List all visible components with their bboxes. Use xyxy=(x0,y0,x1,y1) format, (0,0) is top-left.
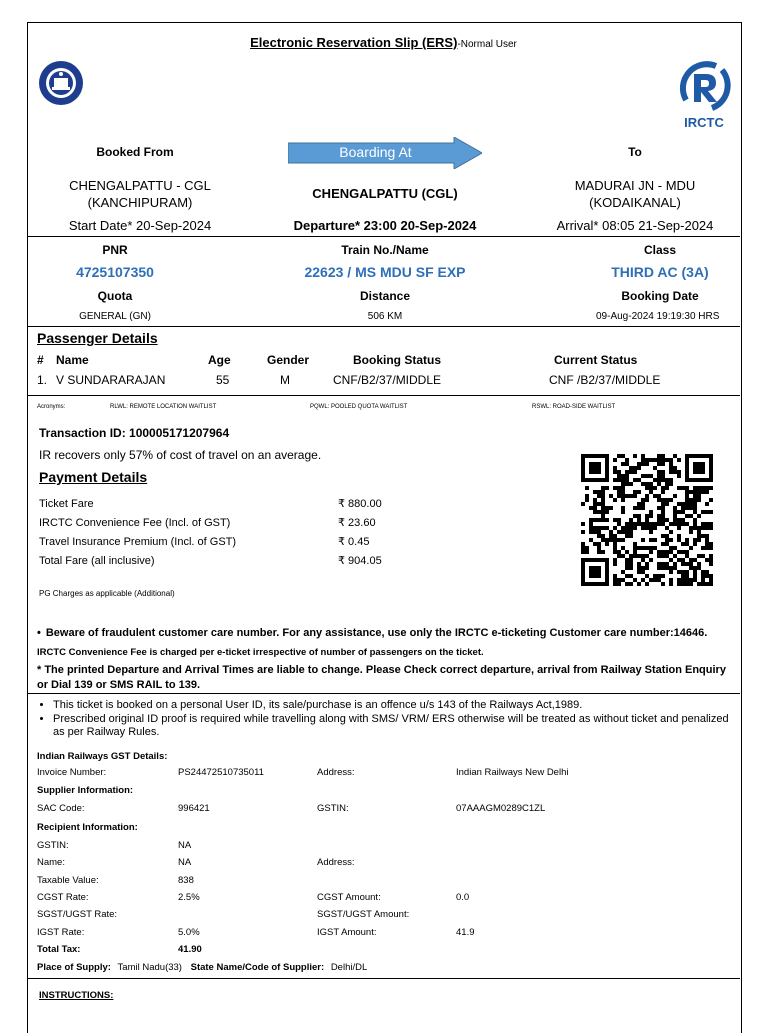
total-tax-value: 41.90 xyxy=(178,944,202,955)
fraud-notice: • Beware of fraudulent customer care number. For any assistance, use only the IRCTC e-ticketing Customer care number:14646. xyxy=(37,627,708,639)
payment-details-title: Payment Details xyxy=(39,469,148,485)
supplier-state-label: State Name/Code of Supplier: xyxy=(190,962,325,973)
total-tax-label: Total Tax: xyxy=(37,944,81,955)
id-proof-notice: • Prescribed original ID proof is required while travelling along with SMS/ VRM/ ERS otherwise will be treated as without ticket and penalized as per Railway Rules. xyxy=(53,713,737,740)
insurance-label: Travel Insurance Premium (Incl. of GST) xyxy=(39,536,237,548)
passenger-booking-status: CNF/B2/37/MIDDLE xyxy=(333,373,442,387)
col-header-age: Age xyxy=(208,353,231,367)
taxable-value-label: Taxable Value: xyxy=(37,875,99,886)
to-station-district: (KODAIKANAL) xyxy=(589,195,681,210)
recipient-title: Recipient Information: xyxy=(37,822,138,833)
convenience-fee-value: ₹ 23.60 xyxy=(338,517,376,529)
sgst-amount-label: SGST/UGST Amount: xyxy=(317,909,410,920)
fraud-notice-text: Beware of fraudulent customer care number. For any assistance, use only the IRCTC e-ticketing Customer care number:14646. xyxy=(45,627,708,639)
boarding-at-label: Boarding At xyxy=(339,144,412,160)
transaction-id: Transaction ID: 100005171207964 xyxy=(39,426,230,440)
place-of-supply-value: Tamil Nadu(33) xyxy=(117,962,182,973)
qr-code xyxy=(580,453,714,589)
train-value: 22623 / MS MDU SF EXP xyxy=(304,264,466,280)
start-date: Start Date* 20-Sep-2024 xyxy=(68,218,212,233)
acronym-rlwl: RLWL: REMOTE LOCATION WAITLIST xyxy=(110,404,217,410)
to-station-name: MADURAI JN - MDU xyxy=(574,178,696,193)
personal-id-notice: • This ticket is booked on a personal User ID, its sale/purchase is an offence u/s 143 of the Railways Act,1989. xyxy=(53,699,737,713)
distance-label: Distance xyxy=(359,289,411,303)
total-fare-label: Total Fare (all inclusive) xyxy=(39,555,155,567)
arrival: Arrival* 08:05 21-Sep-2024 xyxy=(556,218,714,233)
to-station xyxy=(540,177,730,211)
divider xyxy=(27,236,740,237)
passenger-num: 1. xyxy=(37,373,48,387)
passenger-age: 55 xyxy=(216,373,230,387)
col-header-name: Name xyxy=(56,353,89,367)
booked-from-label: Booked From xyxy=(96,145,174,159)
passenger-details-title: Passenger Details xyxy=(37,330,158,346)
booking-date-label: Booking Date xyxy=(621,289,699,303)
ers-title: Electronic Reservation Slip (ERS) xyxy=(250,35,458,50)
recipient-gstin-value: NA xyxy=(178,840,192,851)
acronyms-label: Acronyms: xyxy=(37,404,66,410)
rules-list xyxy=(37,699,737,740)
convenience-fee-notice: IRCTC Convenience Fee is charged per e-ticket irrespective of number of passengers on the ticket. xyxy=(37,647,484,658)
cgst-rate-value: 2.5% xyxy=(178,892,200,903)
invoice-label: Invoice Number: xyxy=(37,767,107,778)
sac-label: SAC Code: xyxy=(37,803,85,814)
timing-notice: * The printed Departure and Arrival Times are liable to change. Please Check correct departure, arrival from Railway Station Enquiry or Dial 139 or SMS RAIL to 139. xyxy=(37,664,726,691)
to-label: To xyxy=(628,145,642,159)
total-fare-value: ₹ 904.05 xyxy=(338,555,382,567)
igst-amount-value: 41.9 xyxy=(456,927,475,938)
sgst-rate-label: SGST/UGST Rate: xyxy=(37,909,118,920)
col-header-current-status: Current Status xyxy=(554,353,638,367)
from-station-district: (KANCHIPURAM) xyxy=(87,195,193,210)
page-title xyxy=(27,34,740,52)
distance-value: 506 KM xyxy=(367,311,403,322)
ticket-fare-value: ₹ 880.00 xyxy=(338,498,382,510)
acronym-rswl: RSWL: ROAD-SIDE WAITLIST xyxy=(532,404,616,410)
supplier-state-value: Delhi/DL xyxy=(330,962,368,973)
invoice-value: PS24472510735011 xyxy=(178,767,264,778)
place-of-supply xyxy=(37,962,367,973)
divider xyxy=(27,395,740,396)
payment-values xyxy=(338,495,382,571)
ers-title-suffix: -Normal User xyxy=(457,39,517,50)
indian-railways-logo xyxy=(38,60,84,106)
igst-rate-label: IGST Rate: xyxy=(37,927,85,938)
supplier-gstin-value: 07AAAGM0289C1ZL xyxy=(456,803,546,814)
cgst-amount-value: 0.0 xyxy=(456,892,470,903)
taxable-value: 838 xyxy=(178,875,194,886)
departure: Departure* 23:00 20-Sep-2024 xyxy=(293,218,477,233)
booking-date-value: 09-Aug-2024 19:19:30 HRS xyxy=(596,311,720,322)
col-header-num: # xyxy=(37,353,44,367)
recipient-name-label: Name: xyxy=(37,857,65,868)
from-station xyxy=(40,177,240,211)
address-value: Indian Railways New Delhi xyxy=(456,767,569,778)
class-value: THIRD AC (3A) xyxy=(611,264,709,280)
boarding-at-arrow xyxy=(288,137,482,169)
acronym-pqwl: PQWL: POOLED QUOTA WAITLIST xyxy=(310,404,408,410)
divider xyxy=(27,326,740,327)
supplier-title: Supplier Information: xyxy=(37,785,134,796)
ir-recovery-note: IR recovers only 57% of cost of travel on an average. xyxy=(39,448,322,462)
irctc-logo xyxy=(672,56,736,128)
cgst-rate-label: CGST Rate: xyxy=(37,892,89,903)
pg-charges-note: PG Charges as applicable (Additional) xyxy=(39,589,175,598)
pnr-value: 4725107350 xyxy=(76,264,154,280)
igst-amount-label: IGST Amount: xyxy=(317,927,377,938)
col-header-booking-status: Booking Status xyxy=(353,353,442,367)
from-station-name: CHENGALPATTU - CGL xyxy=(69,178,211,193)
divider xyxy=(27,693,740,694)
payment-labels xyxy=(39,495,236,571)
passenger-gender: M xyxy=(280,373,290,387)
train-label: Train No./Name xyxy=(341,243,429,257)
passenger-current-status: CNF /B2/37/MIDDLE xyxy=(549,373,661,387)
divider xyxy=(27,978,740,979)
instructions-title: INSTRUCTIONS: xyxy=(39,990,114,1001)
quota-value: GENERAL (GN) xyxy=(79,311,151,322)
insurance-value: ₹ 0.45 xyxy=(338,536,370,548)
gst-title: Indian Railways GST Details: xyxy=(37,751,168,762)
supplier-gstin-label: GSTIN: xyxy=(317,803,349,814)
sac-value: 996421 xyxy=(178,803,210,814)
recipient-gstin-label: GSTIN: xyxy=(37,840,69,851)
ticket-fare-label: Ticket Fare xyxy=(39,498,94,510)
irctc-logo-text: IRCTC xyxy=(684,115,724,130)
place-of-supply-label: Place of Supply: xyxy=(37,962,111,973)
col-header-gender: Gender xyxy=(267,353,310,367)
pnr-label: PNR xyxy=(102,243,128,257)
convenience-fee-label: IRCTC Convenience Fee (Incl. of GST) xyxy=(39,517,231,529)
passenger-name: V SUNDARARAJAN xyxy=(56,373,166,387)
cgst-amount-label: CGST Amount: xyxy=(317,892,381,903)
quota-label: Quota xyxy=(97,289,133,303)
igst-rate-value: 5.0% xyxy=(178,927,200,938)
recipient-address-label: Address: xyxy=(317,857,355,868)
class-label: Class xyxy=(643,243,677,257)
address-label: Address: xyxy=(317,767,355,778)
boarding-station: CHENGALPATTU (CGL) xyxy=(312,186,458,201)
recipient-name-value: NA xyxy=(178,857,192,868)
